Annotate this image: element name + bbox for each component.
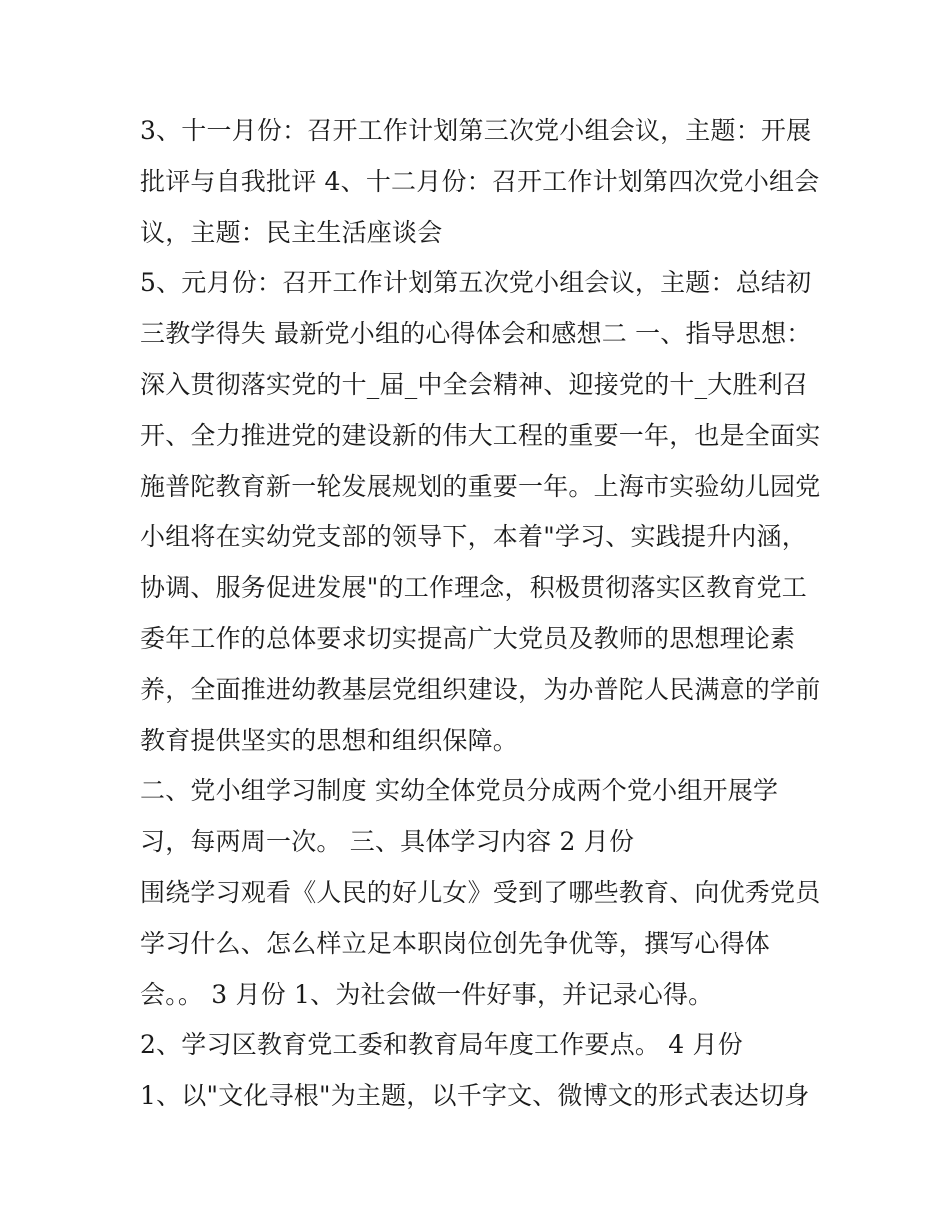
- text-line: 委年工作的总体要求切实提高广大党员及教师的思想理论素: [140, 623, 796, 653]
- text-line: 议，主题：民主生活座谈会: [140, 217, 443, 247]
- text-line: 施普陀教育新一轮发展规划的重要一年。上海市实验幼儿园党: [140, 471, 821, 501]
- text-line: 教育提供坚实的思想和组织保障。: [140, 725, 519, 755]
- text-line: 二、党小组学习制度 实幼全体党员分成两个党小组开展学: [140, 776, 779, 806]
- text-line: 深入贯彻落实党的十_届_中全会精神、迎接党的十_大胜利召: [140, 369, 809, 399]
- text-line: 养，全面推进幼教基层党组织建设，为办普陀人民满意的学前: [140, 674, 821, 704]
- body-text: [140, 106, 820, 1122]
- text-line: 开、全力推进党的建设新的伟大工程的重要一年，也是全面实: [140, 420, 821, 450]
- text-line: 会。。 3 月份 1、为社会做一件好事，并记录心得。: [140, 979, 714, 1009]
- text-line: 学习什么、怎么样立足本职岗位创先争优等，撰写心得体: [140, 928, 771, 958]
- text-line: 1、以"文化寻根"为主题，以千字文、微博文的形式表达切身: [140, 1081, 810, 1111]
- text-line: 5、元月份：召开工作计划第五次党小组会议，主题：总结初: [140, 268, 812, 298]
- text-line: 协调、服务促进发展"的工作理念，积极贯彻落实区教育党工: [140, 573, 807, 603]
- text-line: 2、学习区教育党工委和教育局年度工作要点。 4 月份: [140, 1030, 743, 1060]
- text-line: 3、十一月份：召开工作计划第三次党小组会议，主题：开展: [140, 116, 812, 145]
- text-line: 围绕学习观看《人民的好儿女》受到了哪些教育、向优秀党员: [140, 877, 821, 907]
- text-line: 三教学得失 最新党小组的心得体会和感想二 一、指导思想：: [140, 319, 812, 349]
- text-line: 习，每两周一次。 三、具体学习内容 2 月份: [140, 827, 635, 857]
- text-line: 批评与自我批评 4、十二月份：召开工作计划第四次党小组会: [140, 166, 820, 196]
- text-line: 小组将在实幼党支部的领导下，本着"学习、实践提升内涵，: [140, 522, 807, 552]
